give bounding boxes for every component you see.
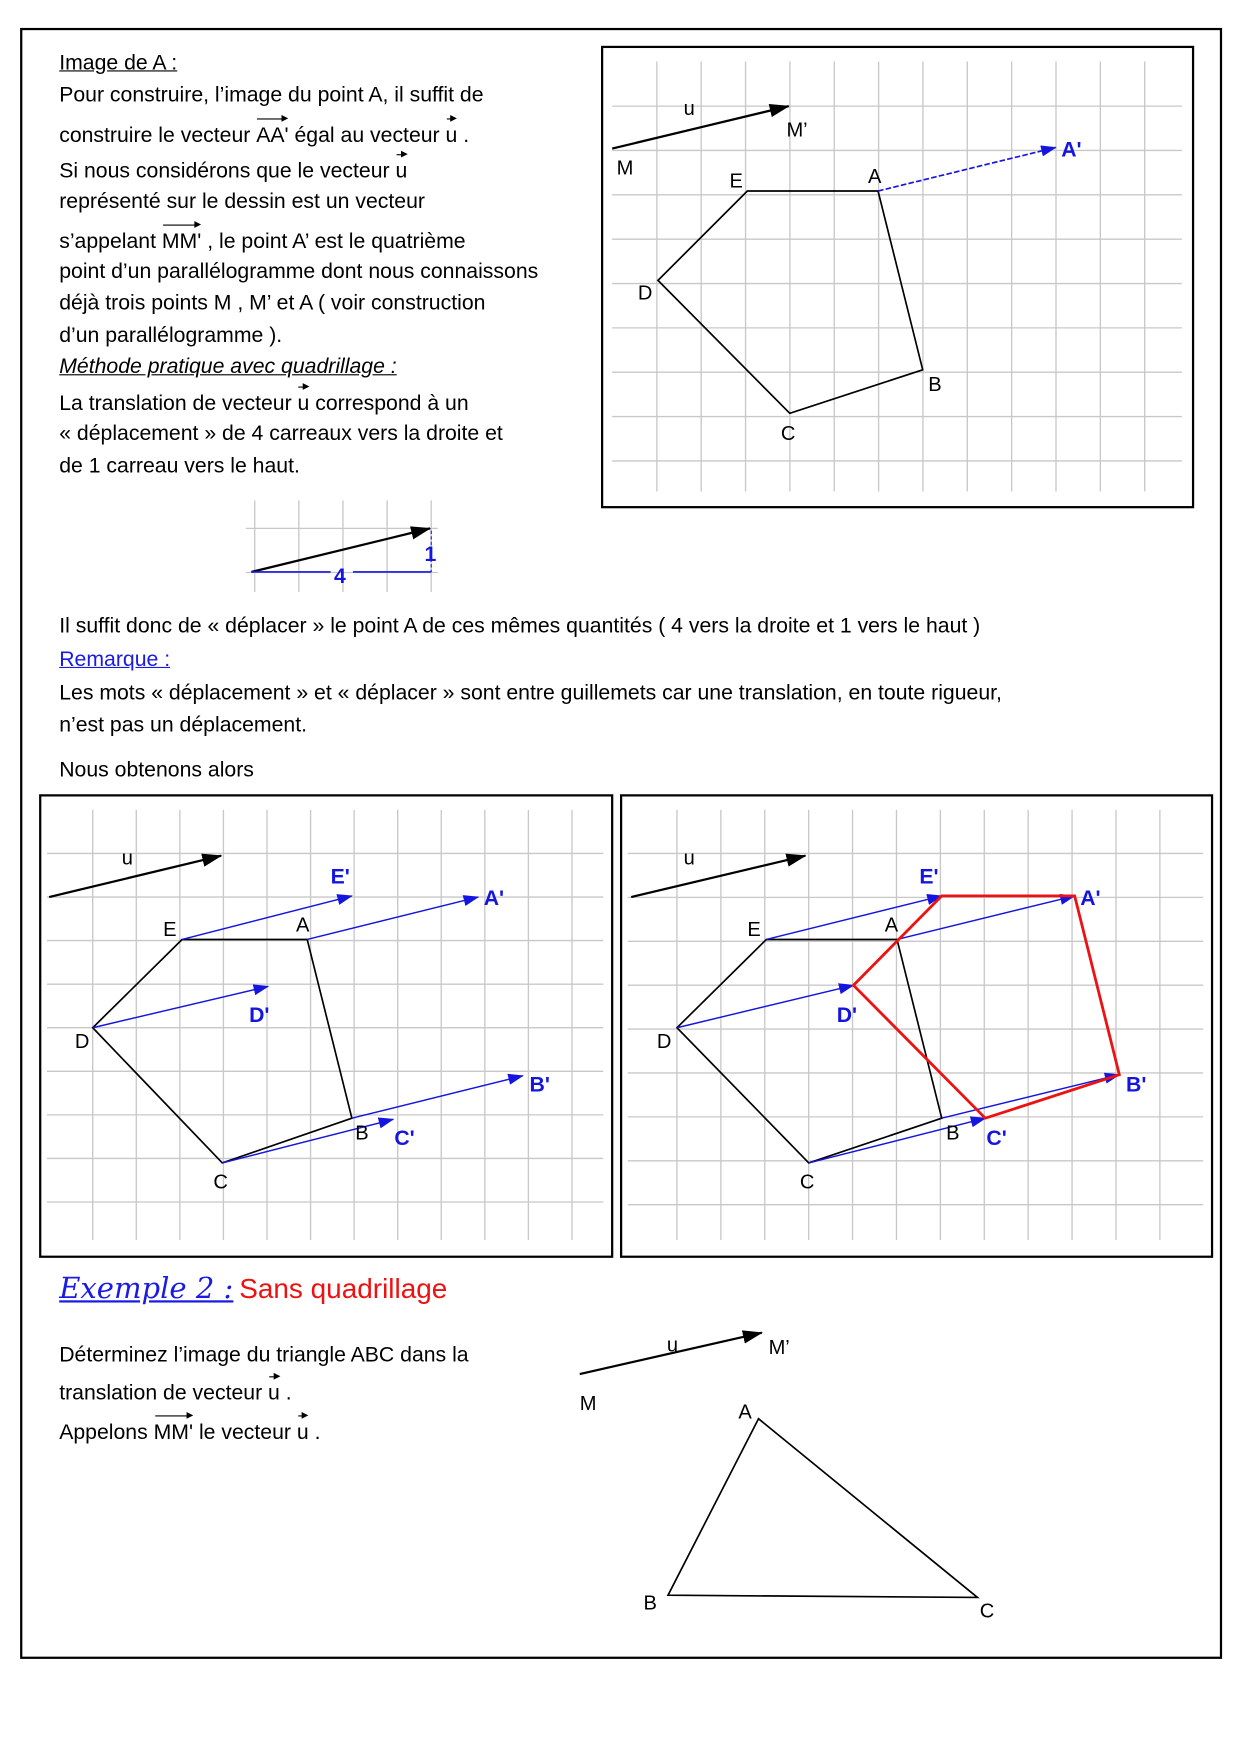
text-line: d’un parallélogramme ).: [59, 323, 283, 348]
figure-line: [897, 896, 1075, 940]
point-label: D': [836, 1004, 858, 1028]
label-u: u: [683, 98, 695, 121]
label-E: E: [729, 170, 743, 193]
text: Si nous considérons que le vecteur: [59, 159, 396, 184]
small-grid-diagram: [251, 528, 436, 588]
point-label: C': [986, 1127, 1007, 1151]
vector-MM: MM': [154, 1419, 193, 1446]
text: Appelons: [59, 1420, 154, 1445]
point-label: E: [163, 919, 177, 942]
text-line: Déterminez l’image du triangle ABC dans la: [59, 1343, 469, 1368]
point-label: C': [394, 1127, 415, 1151]
point-label: A': [483, 886, 505, 910]
text: .: [457, 123, 470, 148]
text: s’appelant: [59, 230, 162, 254]
point-label: A: [738, 1401, 752, 1424]
figure-line: [766, 896, 941, 940]
point-label: B: [355, 1122, 369, 1145]
point-label: E: [747, 919, 761, 942]
text: correspond à un: [309, 392, 469, 416]
point-label: E': [919, 865, 939, 889]
label-B: B: [928, 373, 942, 396]
point-label: D: [656, 1030, 672, 1053]
text-line: « déplacement » de 4 carreaux vers la droite et: [59, 422, 503, 446]
point-label: D': [249, 1004, 270, 1028]
section-title: Image de A :: [59, 51, 178, 75]
figure-line: [49, 856, 221, 897]
text-line: représenté sur le dessin est un vecteur: [59, 189, 425, 214]
label-C: C: [780, 423, 796, 446]
point-label: E': [330, 865, 350, 889]
point-label: C: [213, 1171, 228, 1194]
method-title: Méthode pratique avec quadrillage :: [59, 355, 397, 379]
vector-AA: AA': [256, 122, 288, 149]
point-label: u: [121, 847, 133, 870]
point-label: D: [74, 1030, 90, 1053]
point-label: B': [529, 1073, 550, 1097]
text-line: n’est pas un déplacement.: [59, 713, 307, 738]
text-line: Nous obtenons alors: [59, 758, 254, 782]
diagram-left: [49, 848, 550, 1194]
text-line: déjà trois points M , M’ et A ( voir construction: [59, 291, 486, 316]
figure-line: [668, 1419, 977, 1598]
text: le vecteur: [193, 1420, 297, 1445]
text: égal au vecteur: [288, 123, 446, 148]
figure-line: [942, 1075, 1120, 1119]
point-label: M: [579, 1392, 597, 1415]
point-label: M’: [768, 1336, 790, 1359]
vector-u: u: [297, 1419, 309, 1446]
label-M-prime: M’: [786, 119, 808, 142]
label-A-prime: A': [1061, 138, 1082, 162]
vector-MM: MM': [162, 228, 201, 255]
remark-title: Remarque :: [59, 647, 171, 672]
point-label: C: [979, 1600, 995, 1623]
example-subtitle: Sans quadrillage: [239, 1273, 448, 1305]
example2-diagram: [580, 1333, 994, 1623]
figure-line: [352, 1076, 523, 1118]
example-title: Exemple 2 :: [59, 1272, 234, 1306]
label-A: A: [867, 166, 882, 189]
vector-u: u: [395, 158, 407, 185]
point-label: B: [643, 1592, 657, 1615]
point-label: A: [884, 914, 899, 937]
point-label: B: [946, 1122, 960, 1145]
text: , le point A’ est le quatrième: [201, 230, 466, 254]
text: La translation de vecteur: [59, 392, 298, 416]
point-label: A': [1080, 886, 1101, 910]
label-M: M: [616, 157, 634, 180]
point-label: u: [683, 847, 695, 870]
vector-u: u: [298, 390, 310, 417]
text-line: de 1 carreau vers le haut.: [59, 454, 300, 479]
label-dx: 4: [334, 565, 346, 589]
figure-line: [93, 939, 352, 1162]
point-label: B': [1126, 1073, 1147, 1097]
figure-line: [631, 856, 805, 897]
vector-u: u: [268, 1380, 280, 1407]
text-line: point d’un parallélogramme dont nous connaissons: [59, 260, 539, 284]
text-line: Il suffit donc de « déplacer » le point A de ces mêmes quantités ( 4 vers la droite et 1 vers le haut ): [59, 614, 981, 638]
vector-u: u: [446, 122, 458, 149]
vector-u-arrow: [612, 106, 789, 148]
text: translation de vecteur: [59, 1381, 269, 1406]
text-line: Les mots « déplacement » et « déplacer » sont entre guillemets car une translation, en toute rigueur,: [59, 681, 1002, 705]
point-label: u: [666, 1334, 679, 1357]
label-D: D: [637, 282, 653, 305]
text: construire le vecteur: [59, 123, 257, 148]
diagram-right: [631, 848, 1146, 1194]
label-dy: 1: [424, 542, 437, 566]
point-label: C: [799, 1171, 815, 1194]
point-label: A: [296, 914, 310, 937]
text: .: [279, 1381, 292, 1406]
text-line: Pour construire, l’image du point A, il suffit de: [59, 83, 484, 108]
text: .: [308, 1420, 321, 1445]
figure-line: [307, 897, 478, 939]
